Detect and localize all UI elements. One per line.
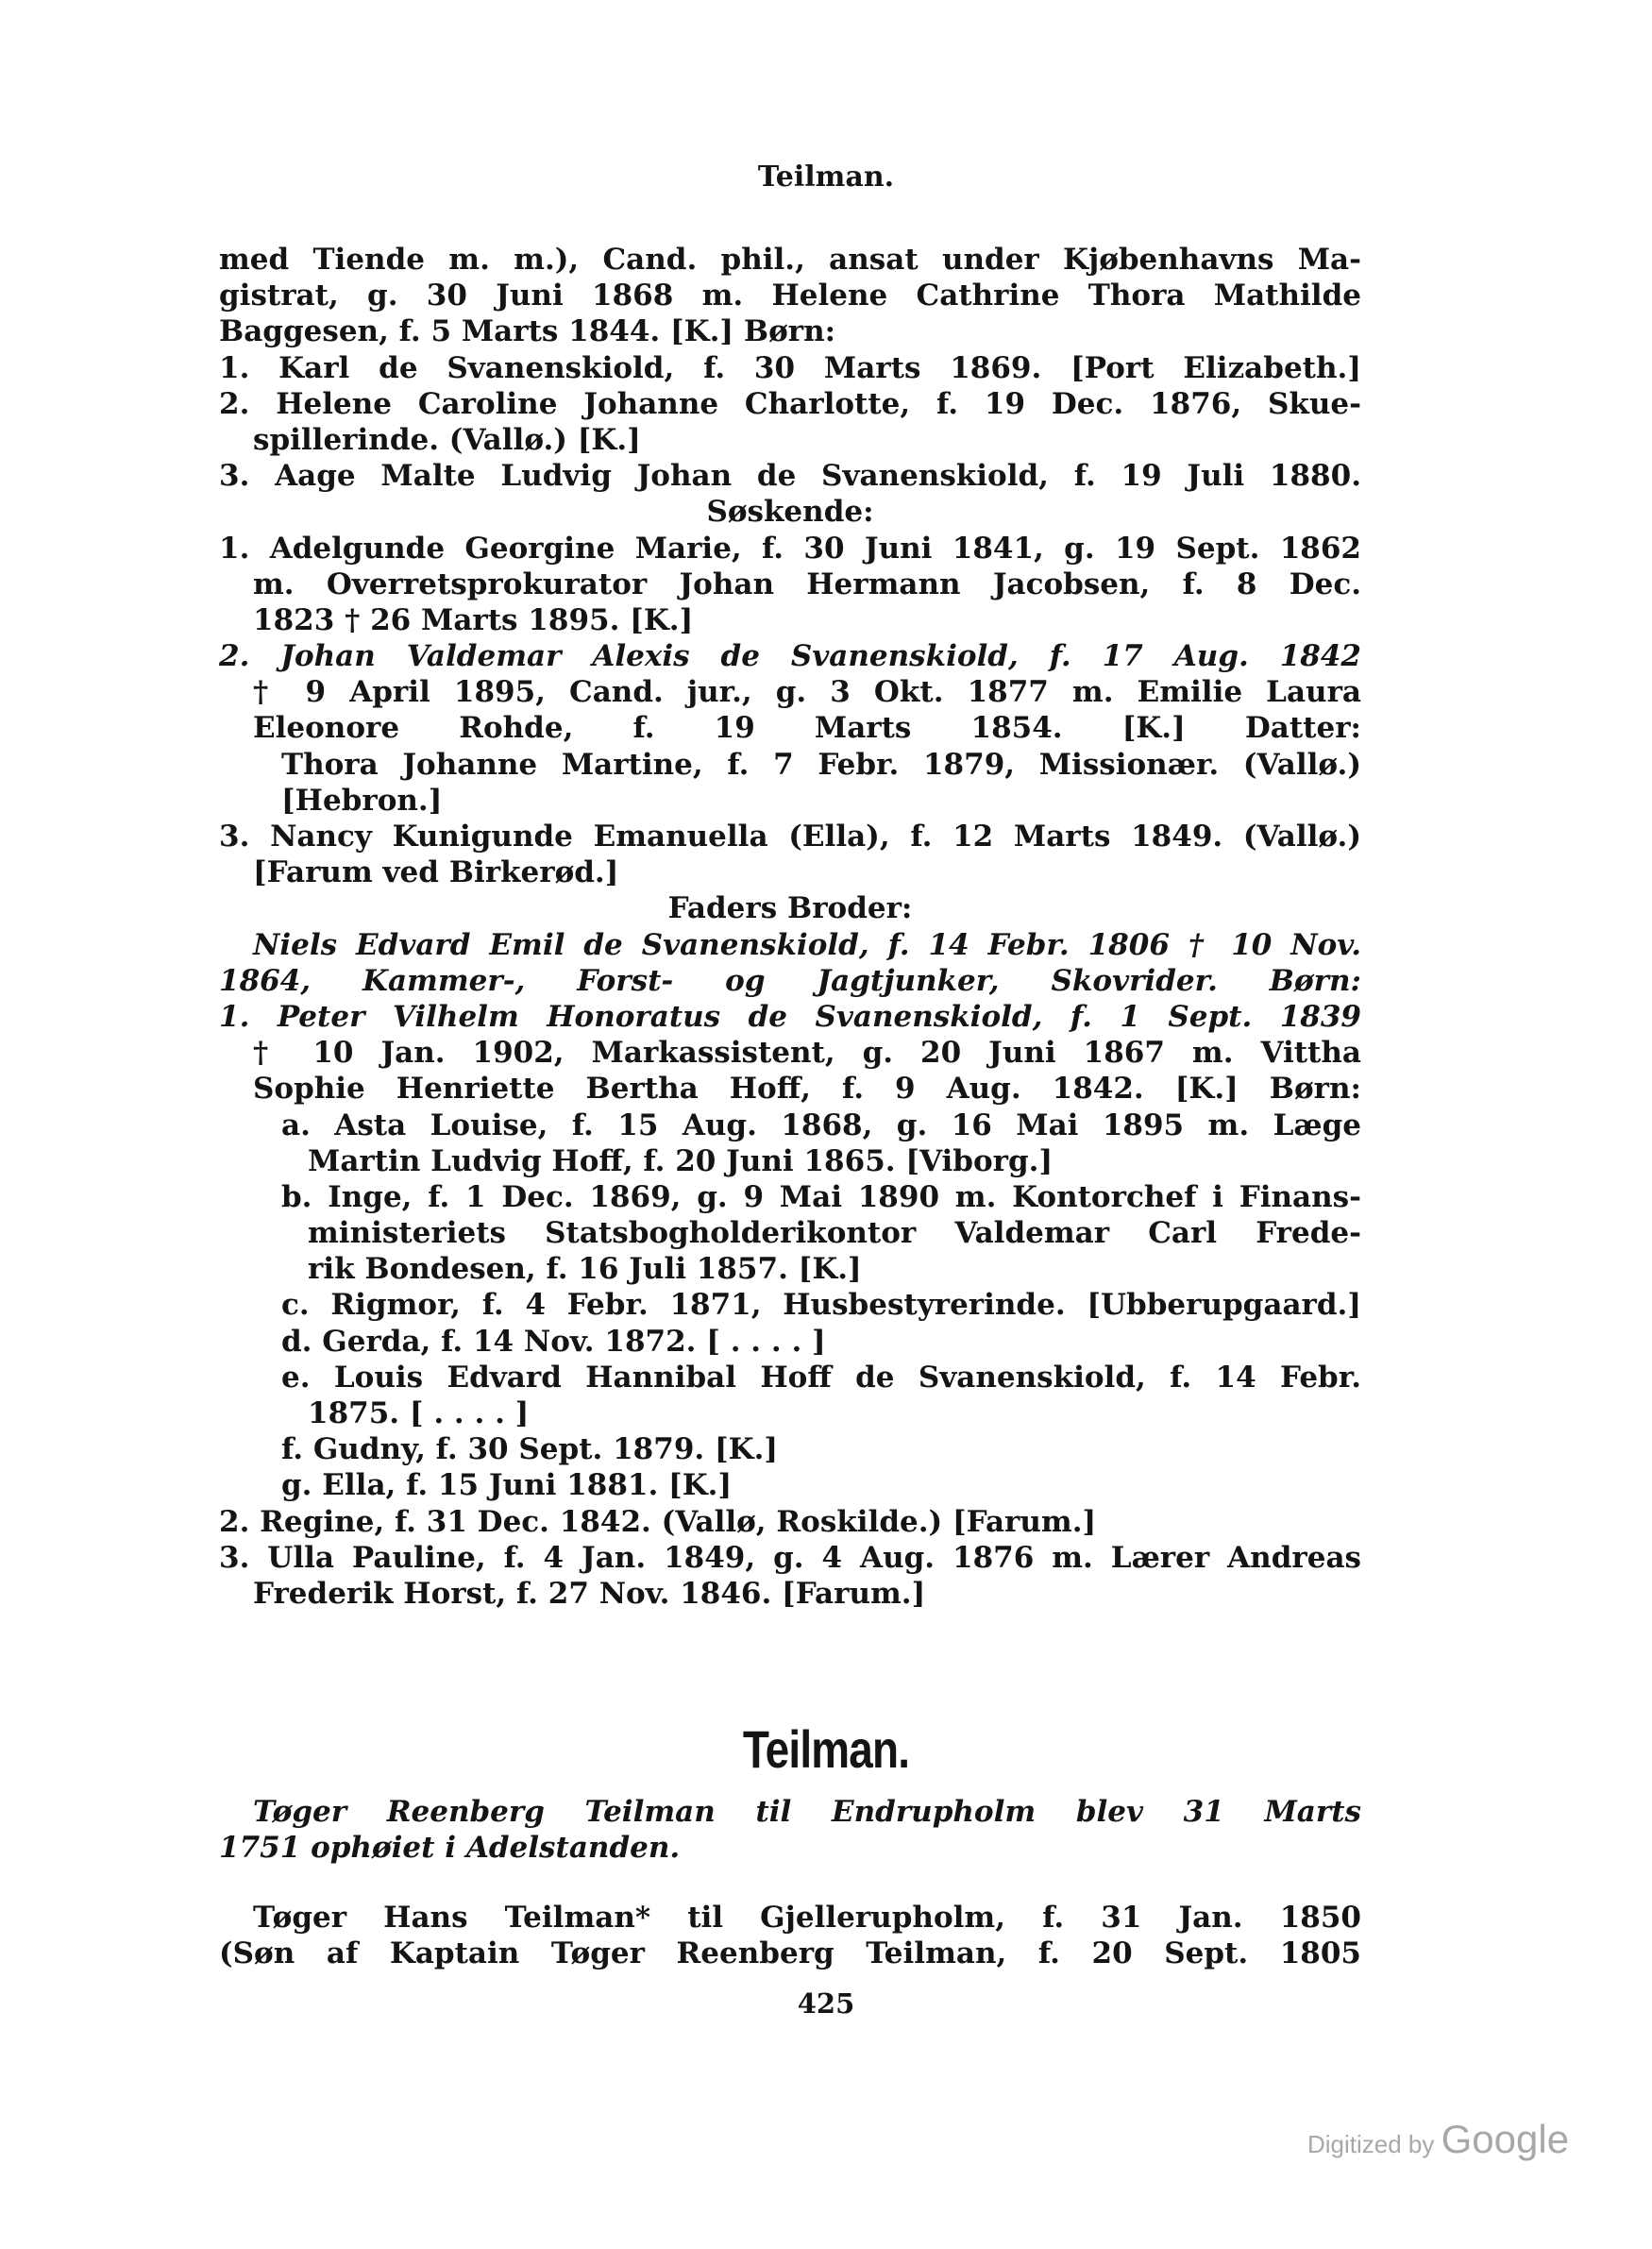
page-number: 425 <box>797 1987 855 2020</box>
text-line: 1864, Kammer-, Forst- og Jagtjunker, Skovrider. Børn: <box>219 963 1361 998</box>
text-line: 1823 † 26 Marts 1895. [K.] <box>253 602 694 637</box>
text-line: f. Gudny, f. 30 Sept. 1879. [K.] <box>281 1432 779 1467</box>
entry-line: (Søn af Kaptain Tøger Reenberg Teilman, f. 20 Sept. 1805 <box>219 1936 1361 1971</box>
text-line: gistrat, g. 30 Juni 1868 m. Helene Cathrine Thora Mathilde <box>219 279 1361 313</box>
section-intro <box>219 1794 1361 1866</box>
text-line: † 9 April 1895, Cand. jur., g. 3 Okt. 1877 m. Emilie Laura <box>253 675 1361 710</box>
text-line: c. Rigmor, f. 4 Febr. 1871, Husbestyrerinde. [Ubberupgaard.] <box>281 1288 1361 1323</box>
text-line: spillerinde. (Vallø.) [K.] <box>253 422 641 457</box>
watermark-brand: Google <box>1441 2117 1570 2161</box>
text-line: Frederik Horst, f. 27 Nov. 1846. [Farum.] <box>253 1576 926 1611</box>
text-line: 3. Aage Malte Ludvig Johan de Svanenskiold, f. 19 Juli 1880. <box>219 459 1361 494</box>
text-line: rik Bondesen, f. 16 Juli 1857. [K.] <box>308 1252 862 1287</box>
digitization-watermark <box>1307 2117 1569 2162</box>
text-line: a. Asta Louise, f. 15 Aug. 1868, g. 16 Mai 1895 m. Læge <box>281 1108 1361 1142</box>
text-line: Søskende: <box>706 495 874 530</box>
text-line: † 10 Jan. 1902, Markassistent, g. 20 Juni 1867 m. Vittha <box>253 1036 1361 1071</box>
text-line: b. Inge, f. 1 Dec. 1869, g. 9 Mai 1890 m. Kontorchef i Finans- <box>281 1179 1361 1214</box>
text-line: 1. Adelgunde Georgine Marie, f. 30 Juni 1841, g. 19 Sept. 1862 <box>219 531 1361 566</box>
text-line: ministeriets Statsbogholderikontor Valdemar Carl Frede- <box>308 1216 1361 1251</box>
section-heading: Teilman. <box>742 1719 910 1779</box>
entry-line: Tøger Hans Teilman* til Gjellerupholm, f. 31 Jan. 1850 <box>253 1901 1361 1935</box>
text-line: Baggesen, f. 5 Marts 1844. [K.] Børn: <box>219 314 836 349</box>
watermark-prefix: Digitized by <box>1307 2130 1435 2158</box>
text-line: e. Louis Edvard Hannibal Hoff de Svanenskiold, f. 14 Febr. <box>281 1360 1361 1395</box>
text-line: d. Gerda, f. 14 Nov. 1872. [ . . . . ] <box>281 1324 826 1359</box>
text-line: Martin Ludvig Hoff, f. 20 Juni 1865. [Viborg.] <box>308 1143 1054 1178</box>
text-line: 1875. [ . . . . ] <box>308 1396 530 1430</box>
intro-line: Tøger Reenberg Teilman til Endrupholm blev 31 Marts <box>253 1795 1361 1829</box>
text-line: Faders Broder: <box>667 891 913 926</box>
text-line: Niels Edvard Emil de Svanenskiold, f. 14 Febr. 1806 † 10 Nov. <box>253 927 1361 962</box>
text-line: 3. Nancy Kunigunde Emanuella (Ella), f. 12 Marts 1849. (Vallø.) <box>219 820 1361 854</box>
text-line: med Tiende m. m.), Cand. phil., ansat under Kjøbenhavns Ma- <box>219 243 1361 277</box>
text-line: m. Overretsprokurator Johan Hermann Jacobsen, f. 8 Dec. <box>253 566 1361 601</box>
text-line: 2. Johan Valdemar Alexis de Svanenskiold, f. 17 Aug. 1842 <box>219 639 1361 674</box>
running-head: Teilman. <box>757 161 895 194</box>
genealogy-text-block <box>219 242 1361 1612</box>
text-line: [Hebron.] <box>281 783 443 818</box>
intro-line: 1751 ophøiet i Adelstanden. <box>219 1831 681 1866</box>
section-entry <box>219 1900 1361 1971</box>
text-line: 2. Helene Caroline Johanne Charlotte, f. 19 Dec. 1876, Skue- <box>219 386 1361 421</box>
text-line: 1. Peter Vilhelm Honoratus de Svanenskiold, f. 1 Sept. 1839 <box>219 999 1361 1034</box>
text-line: 3. Ulla Pauline, f. 4 Jan. 1849, g. 4 Aug. 1876 m. Lærer Andreas <box>219 1540 1361 1575</box>
text-line: 2. Regine, f. 31 Dec. 1842. (Vallø, Roskilde.) [Farum.] <box>219 1504 1097 1539</box>
text-line: g. Ella, f. 15 Juni 1881. [K.] <box>281 1468 733 1503</box>
text-line: Eleonore Rohde, f. 19 Marts 1854. [K.] Datter: <box>253 711 1361 746</box>
text-line: Thora Johanne Martine, f. 7 Febr. 1879, Missionær. (Vallø.) <box>281 747 1361 782</box>
text-line: 1. Karl de Svanenskiold, f. 30 Marts 1869. [Port Elizabeth.] <box>219 350 1361 385</box>
text-line: [Farum ved Birkerød.] <box>253 855 619 890</box>
text-line: Sophie Henriette Bertha Hoff, f. 9 Aug. 1842. [K.] Børn: <box>253 1072 1361 1107</box>
